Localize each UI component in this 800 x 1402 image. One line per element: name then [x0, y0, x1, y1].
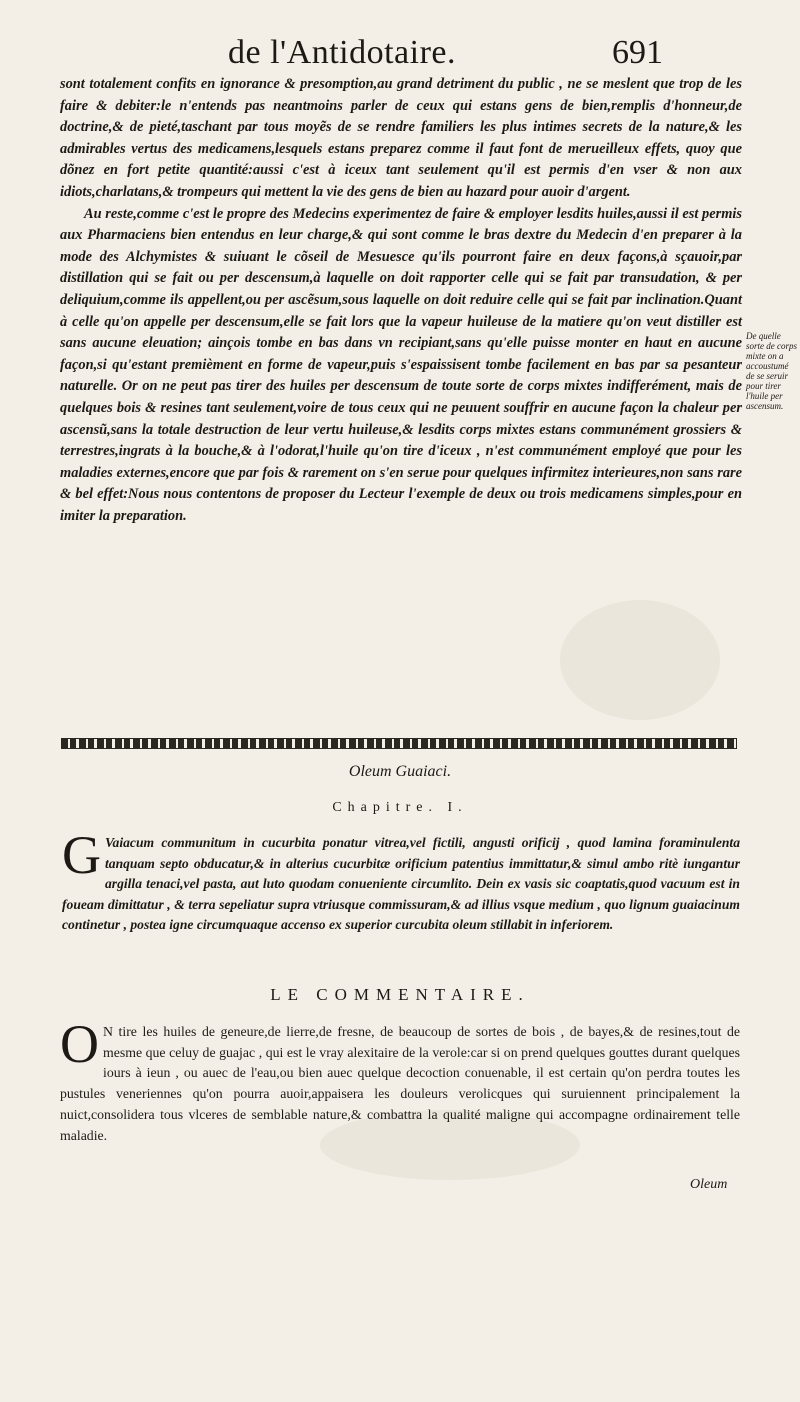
catchword: Oleum: [690, 1177, 728, 1192]
paper-stain: [560, 600, 720, 720]
dropcap: O: [60, 1014, 99, 1074]
ornamental-divider: [61, 738, 737, 749]
page-number: 691: [612, 34, 663, 71]
running-title: de l'Antidotaire.: [228, 34, 457, 71]
section-title: Oleum Guaiaci.: [348, 763, 452, 780]
commentary-title: LE COMMENTAIRE.: [270, 985, 530, 1004]
margin-note: De quelle sorte de corps mixte on a accoustumé de se seruir pour tirer l'huile per ascensum.: [746, 331, 797, 411]
commentary: [60, 1014, 740, 1146]
page-header: [0, 28, 800, 78]
paragraph: sont totalement confits en ignorance & presomption,au grand detriment du public , ne se meslent que trop de les faire & debiter:le n'entends pas neantmoins parler de ceux qui estans gens de bien,remplis d'honneur,de doctrine,& de pieté,taschant par tous moyẽs de se rendre familiers les plus intimes secrets de la nature,& les admirables vertus des medicamens,lesquels estans preparez comme il faut font de merueilleux effets, quoy que dõnez en fort petite quantité:aussi c'est à iceux tant seulement qu'il est permis d'en vser & non aux idiots,charlatans,& trompeurs qui mettent la vie des gens de bien au hazard pour auoir d'argent.: [60, 76, 742, 200]
dropcap: G: [62, 825, 101, 885]
chapter-title: Chapitre. I.: [332, 800, 468, 815]
commentary-text: N tire les huiles de geneure,de lierre,de fresne, de beaucoup de sortes de bois , de bayes,& de resines,tout de mesme que celuy de guajac , qui est le vray alexitaire de la verole:car si on prend quelques gouttes durant quelques iours à ieun , ou auec de l'eau,ou bien auec quelque decoction conuenable, il est certain qu'on perdra toutes les pustules veneriennes qu'on pourra auoir,appaisera les douleurs verolicques qui suruiennent principalement la nuict,consolidera tous vlceres de semblable nature,& combattra la qualité maligne qui accompagne ordinairement telle maladie.: [60, 1024, 740, 1143]
latin-recipe: [62, 825, 740, 936]
paragraph: Au reste,comme c'est le propre des Medecins experimentez de faire & employer lesdits huiles,aussi il est permis aux Pharmaciens bien entendus en leur charge,& qui sont comme le bras dextre du Medecin d'en preparer à la mode des Alchymistes & suiuant le cõseil de Mesuesce qu'ils pourront faire en deux façons,à sçauoir,par distillation qui se fait ou per descensum,à laquelle on doit rapporter celle qui se fait par transudation, & per deliquium,comme ils appellent,ou per ascẽsum,sous laquelle on doit reduire celle qui se fait par inclination.Quant à celle qu'on appelle per descensum,elle se fait lors que la vapeur huileuse de la matiere qu'on veut distiller est sans aucune eleuation; ainçois tombe en bas dans vn recipiant,sans qu'elle puisse monter en haut en aucune façon,si qu'estant premièment en forme de vapeur,puis s'espaissisent tombe facilement en bas par sa pesanteur naturelle. Or on ne peut pas tirer des huiles per descensum de toute sorte de corps mixtes indifferément, mais de quelques bois & resines tant seulement,voire de tous ceux qui ne peuuent souffrir en aucune façon la chaleur per ascensũ,sans la totale destruction de leur vertu huileuse,& lesdits corps mixtes estans communément grossiers & terrestres,ingrats à la bouche,& à l'odorat,l'huile qu'on tire d'iceux , n'est communément employé que pour les maladies externes,encore que par fois & rarement on s'en serue pour quelques infirmitez interieures,non sans rare & bel effet:Nous nous contentons de proposer du Lecteur l'exemple de deux ou trois medicamens simples,pour en imiter la preparation.: [60, 205, 742, 524]
main-text: [60, 74, 742, 527]
latin-text: Vaiacum communitum in cucurbita ponatur vitrea,vel fictili, angusti orificij , quod lamina foraminulenta tanquam septo obducatur,& in alterius cucurbitæ orificium patentius immittatur,& simul ambo ritè iungantur argilla tenaci,vel pasta, aut luto quodam conueniente circumlito. Dein ex vasis sic coaptatis,quod vacuum est in foueam dimittatur , & terra sepeliatur supra vtriusque commissuram,& ad illius vsque medium , quo lignum guaiacinum continetur , postea igne circumquaque accenso ex superior curcubita oleum stillabit in inferiorem.: [62, 835, 740, 932]
